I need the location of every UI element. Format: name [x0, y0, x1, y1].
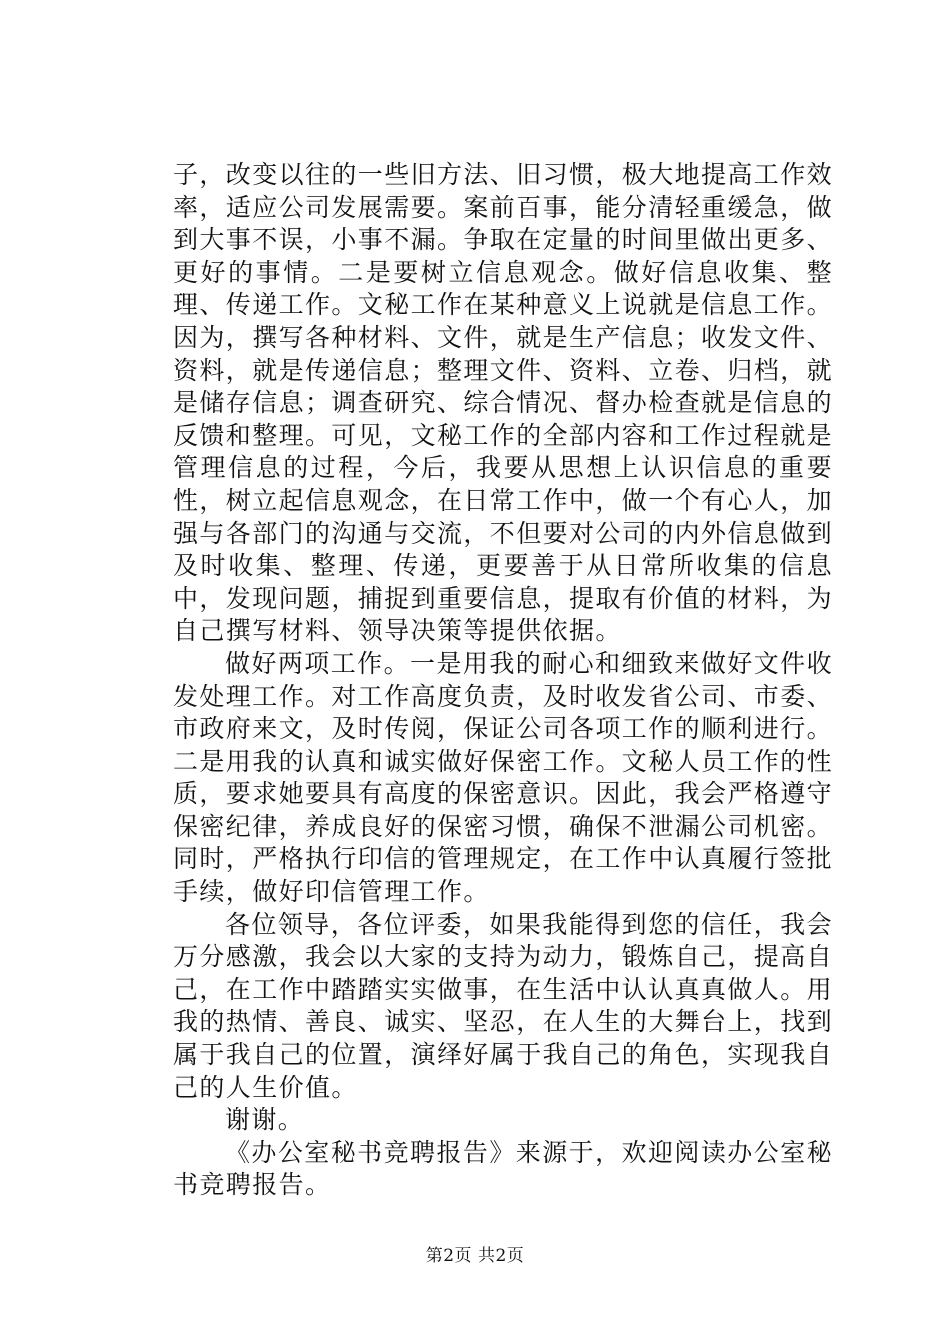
paragraph-continuation: 子，改变以往的一些旧方法、旧习惯，极大地提高工作效率，适应公司发展需要。案前百事，能分清轻重缓急，做到大事不误，小事不漏。争取在定量的时间里做出更多、更好的事情。二是要树立信息观念。做好信息收集、整理、传递工作。文秘工作在某种意义上说就是信息工作。因为，撰写各种材料、文件，就是生产信息；收发文件、资料，就是传递信息；整理文件、资料、立卷、归档，就是储存信息；调查研究、综合情况、督办检查就是信息的反馈和整理。可见，文秘工作的全部内容和工作过程就是管理信息的过程，今后，我要从思想上认识信息的重要性，树立起信息观念，在日常工作中，做一个有心人，加强与各部门的沟通与交流，不但要对公司的内外信息做到及时收集、整理、传递，更要善于从日常所收集的信息中，发现问题，捕捉到重要信息，提取有价值的材料，为自己撰写材料、领导决策等提供依据。	[173, 160, 834, 646]
paragraph-source-note: 《办公室秘书竞聘报告》来源于，欢迎阅读办公室秘书竞聘报告。	[173, 1137, 833, 1200]
document-body	[173, 159, 833, 1202]
page-footer: 第2页 共2页	[425, 1246, 525, 1266]
paragraph-closing-appeal: 各位领导，各位评委，如果我能得到您的信任，我会万分感激，我会以大家的支持为动力，锻炼自己，提高自己，在工作中踏踏实实做事，在生活中认认真真做人。用我的热情、善良、诚实、坚忍，在人生的大舞台上，找到属于我自己的位置，演绎好属于我自己的角色，实现我自己的人生价值。	[173, 909, 834, 1102]
paragraph-thanks: 谢谢。	[225, 1105, 305, 1135]
paragraph-two-tasks: 做好两项工作。一是用我的耐心和细致来做好文件收发处理工作。对工作高度负责，及时收发省公司、市委、市政府来文，及时传阅，保证公司各项工作的顺利进行。二是用我的认真和诚实做好保密工作。文秘人员工作的性质，要求她要具有高度的保密意识。因此，我会严格遵守保密纪律，养成良好的保密习惯，确保不泄漏公司机密。同时，严格执行印信的管理规定，在工作中认真履行签批手续，做好印信管理工作。	[173, 648, 834, 907]
